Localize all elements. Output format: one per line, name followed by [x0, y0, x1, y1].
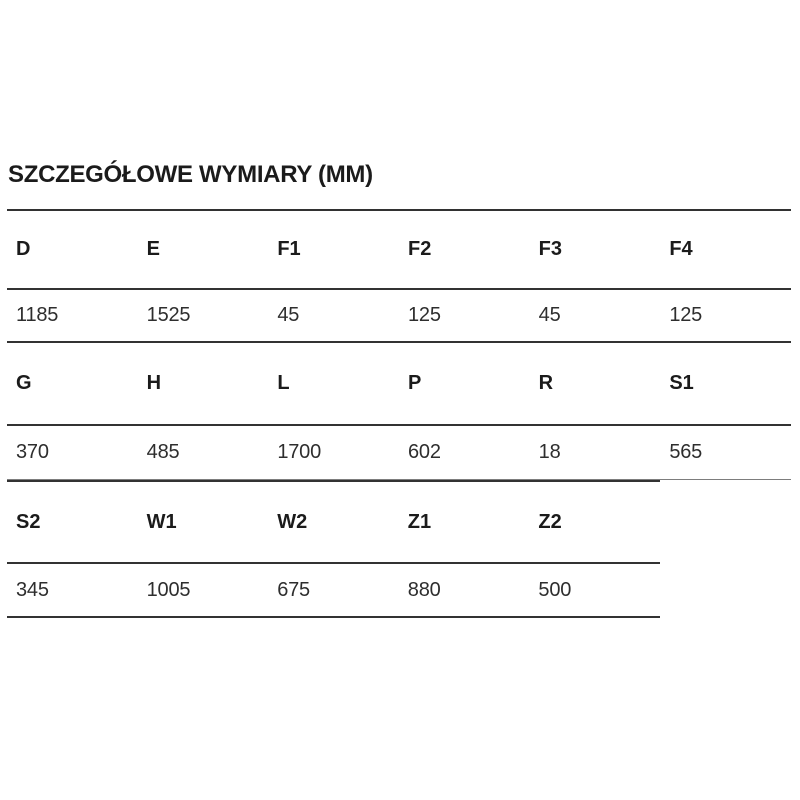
- value-cell: 45: [277, 304, 300, 326]
- header-cell: R: [538, 372, 554, 394]
- header-cell: Z2: [538, 510, 562, 533]
- value-cell: 18: [538, 441, 561, 463]
- header-cell: S2: [16, 510, 41, 533]
- value-cell: 675: [277, 578, 310, 601]
- value-cell: 1700: [277, 441, 322, 463]
- header-cell: G: [16, 372, 32, 394]
- dimension-table-group-3: [7, 480, 660, 618]
- dimension-table-group-1: [7, 209, 791, 343]
- value-cell: 565: [669, 441, 703, 463]
- header-row: [7, 482, 660, 564]
- header-cell: F2: [408, 238, 432, 260]
- value-cell: 1525: [146, 304, 191, 326]
- dimension-table-group-2: [7, 343, 791, 480]
- header-cell: D: [16, 238, 31, 260]
- value-cell: 1185: [16, 304, 59, 326]
- value-row: [7, 290, 791, 343]
- value-cell: 345: [16, 578, 49, 601]
- header-cell: S1: [669, 372, 694, 394]
- value-cell: 880: [407, 578, 441, 601]
- header-cell: F1: [277, 238, 301, 260]
- header-cell: L: [277, 372, 290, 394]
- dimensions-section: [7, 161, 791, 618]
- header-cell: H: [146, 372, 162, 394]
- header-cell: Z1: [407, 510, 432, 533]
- header-cell: F3: [538, 238, 562, 260]
- value-cell: 45: [538, 304, 561, 326]
- value-cell: 125: [408, 304, 441, 326]
- header-cell: W2: [277, 510, 308, 533]
- value-row: [7, 426, 791, 479]
- header-cell: P: [408, 372, 422, 394]
- header-cell: E: [146, 238, 160, 260]
- value-cell: 1005: [146, 578, 191, 601]
- value-row: [7, 564, 660, 618]
- header-cell: F4: [669, 238, 693, 260]
- value-cell: 602: [408, 441, 441, 463]
- value-cell: 485: [146, 441, 180, 463]
- header-cell: W1: [146, 510, 177, 533]
- header-row: [7, 343, 791, 426]
- value-cell: 370: [16, 441, 49, 463]
- header-row: [7, 211, 791, 290]
- page-title: SZCZEGÓŁOWE WYMIARY (MM): [8, 161, 373, 188]
- value-cell: 500: [538, 578, 572, 601]
- value-cell: 125: [669, 304, 703, 326]
